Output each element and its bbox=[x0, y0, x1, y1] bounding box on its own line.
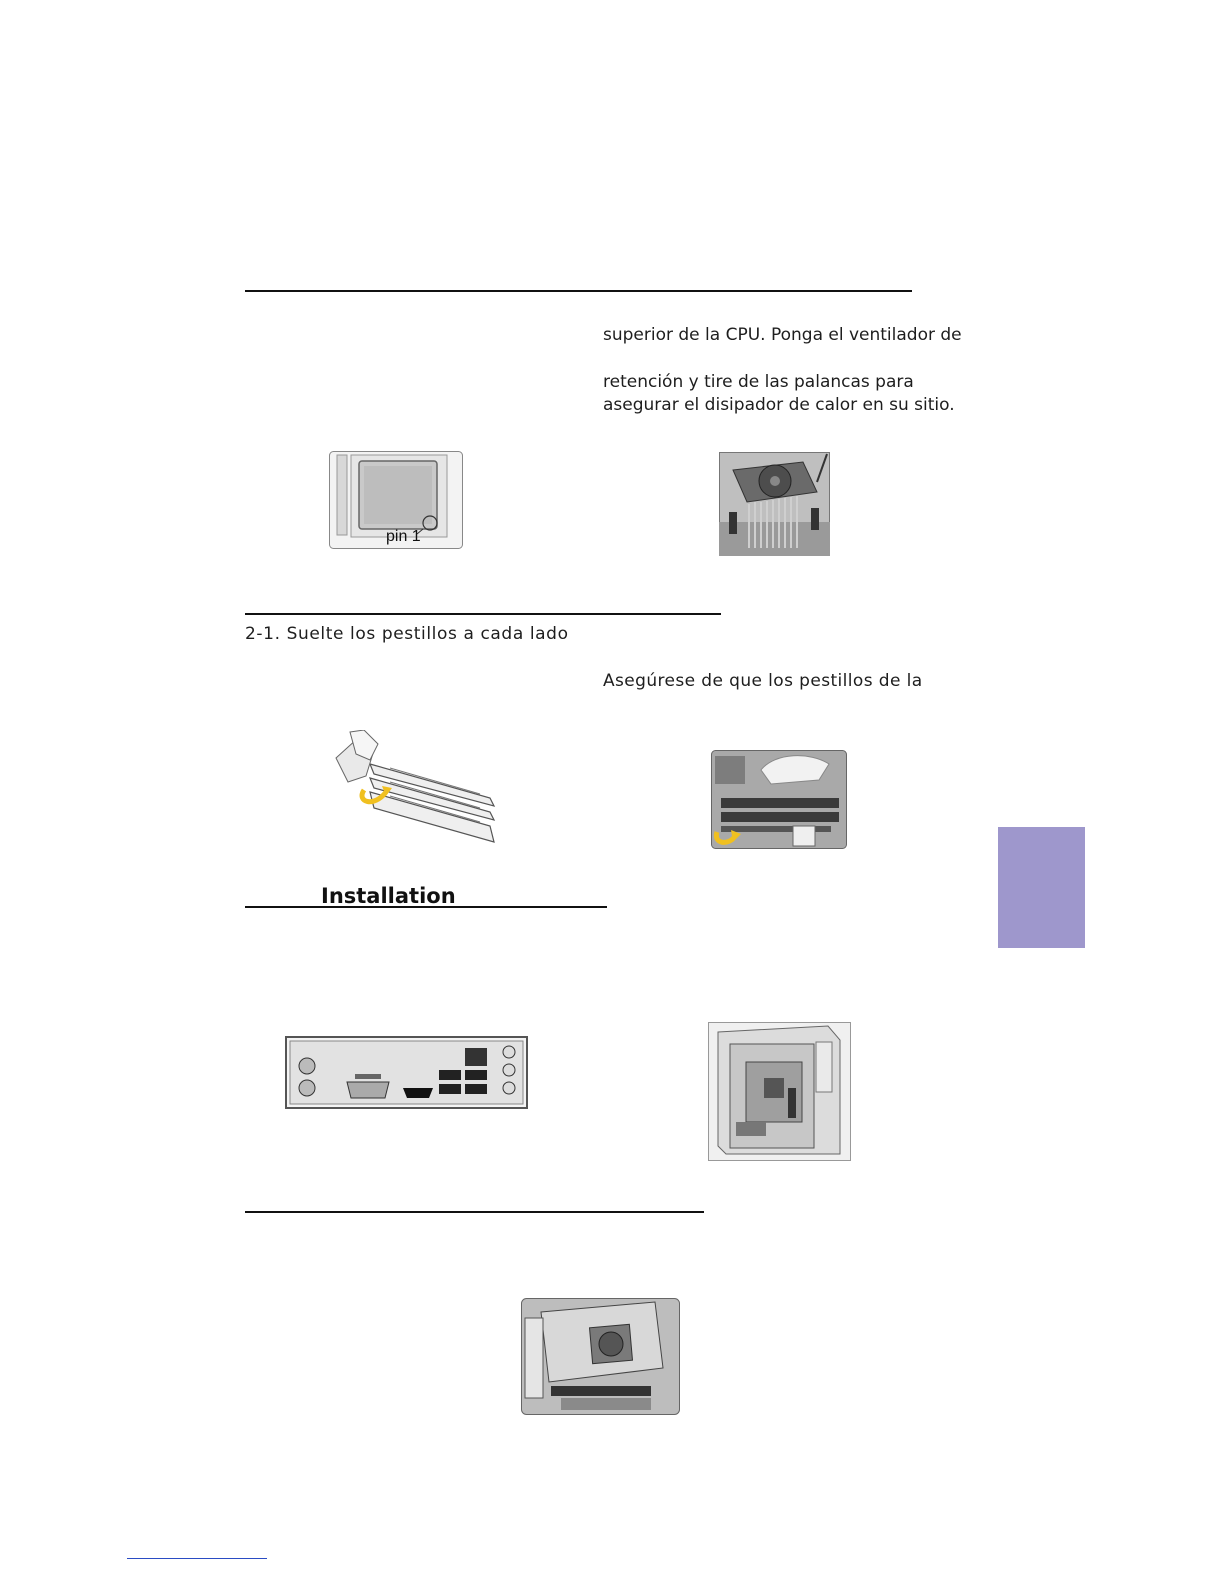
cpu-text-line-3: asegurar el disipador de calor en su sitio. bbox=[603, 395, 955, 415]
dimm-latch-figure bbox=[330, 730, 496, 854]
dimm-insert-illustration bbox=[711, 750, 847, 849]
cpu-text-line-1: superior de la CPU. Ponga el ventilador de bbox=[603, 325, 962, 345]
footer-link-underline[interactable] bbox=[127, 1558, 267, 1559]
cpu-text-line-2: retención y tire de las palancas para bbox=[603, 372, 914, 392]
cpu-socket-figure bbox=[329, 451, 463, 549]
heatsink-fan-illustration bbox=[719, 452, 830, 556]
expansion-card-illustration bbox=[521, 1298, 680, 1415]
pin-1-label: pin 1 bbox=[386, 528, 421, 545]
heatsink-fan-figure bbox=[719, 452, 830, 556]
expansion-card-figure bbox=[521, 1298, 680, 1415]
dimm-latch-illustration bbox=[330, 730, 496, 854]
section-divider-expansion bbox=[245, 1211, 704, 1213]
io-shield-figure bbox=[285, 1036, 528, 1109]
chassis-figure bbox=[708, 1022, 851, 1161]
memory-step-text: 2-1. Suelte los pestillos a cada lado bbox=[245, 624, 569, 644]
chassis-illustration bbox=[708, 1022, 851, 1161]
section-divider-memory bbox=[245, 613, 721, 615]
dimm-insert-figure bbox=[711, 750, 847, 849]
chapter-side-tab bbox=[998, 827, 1085, 948]
memory-right-text: Asegúrese de que los pestillos de la bbox=[603, 671, 923, 691]
section-divider-cpu bbox=[245, 290, 912, 292]
io-shield-illustration bbox=[285, 1036, 528, 1109]
installation-heading: Installation bbox=[321, 884, 456, 908]
